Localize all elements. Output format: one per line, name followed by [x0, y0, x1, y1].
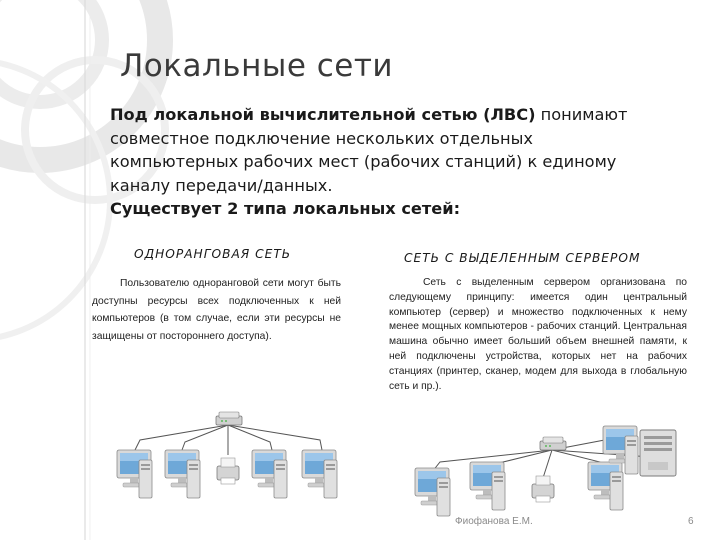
server-icon: [640, 430, 676, 476]
peer-network-description: Пользователю одноранговой сети могут быть доступны ресурсы всех подключенных к ней компьютеров (в том случае, если эти ресурсы не защищены от постороннего доступа).: [92, 278, 341, 342]
server-workstation-1-icon: [415, 468, 450, 516]
intro-line-2: совместное подключение нескольких отдельных: [110, 128, 533, 148]
server-hub-icon: [540, 437, 566, 450]
intro-line-3: компьютерных рабочих мест (рабочих станций) к единому: [110, 152, 617, 171]
server-workstation-3-icon: [588, 462, 623, 510]
peer-printer-icon: [217, 458, 239, 484]
intro-line-1-rest: понимают: [535, 105, 628, 124]
peer-network-cables: [135, 425, 322, 455]
peer-workstation-3-icon: [252, 450, 287, 498]
page-number: 6: [688, 516, 694, 527]
slide-title: Локальные сети: [120, 48, 394, 84]
intro-term: Под локальной вычислительной сетью (ЛВС): [110, 105, 536, 124]
peer-workstation-2-icon: [165, 450, 200, 498]
server-network-description: Сеть с выделенным сервером организована по следующему принципу: имеется один центральный компьютер (сервер) и множество подключенных к нему менее мощных компьютеров - рабочих станций. Центральная машина обычно имеет больший объем внешней памяти, к ней подключены устройства, которых нет на рабочих станциях (принтер, сканер, модем для выхода в глобальную сеть и пр.).: [389, 277, 687, 392]
peer-hub-icon: [216, 412, 242, 425]
server-printer-icon: [532, 476, 554, 502]
server-network-heading: СЕТЬ С ВЫДЕЛЕННЫМ СЕРВЕРОМ: [404, 251, 641, 265]
network-types-heading: Существует 2 типа локальных сетей:: [110, 199, 461, 218]
server-workstation-2-icon: [470, 462, 505, 510]
intro-line-4: каналу передачи/данных.: [110, 175, 333, 195]
peer-workstation-4-icon: [302, 450, 337, 498]
footer-author: Фиофанова Е.М.: [455, 516, 533, 527]
peer-network-heading: ОДНОРАНГОВАЯ СЕТЬ: [134, 247, 292, 261]
peer-workstation-1-icon: [117, 450, 152, 498]
